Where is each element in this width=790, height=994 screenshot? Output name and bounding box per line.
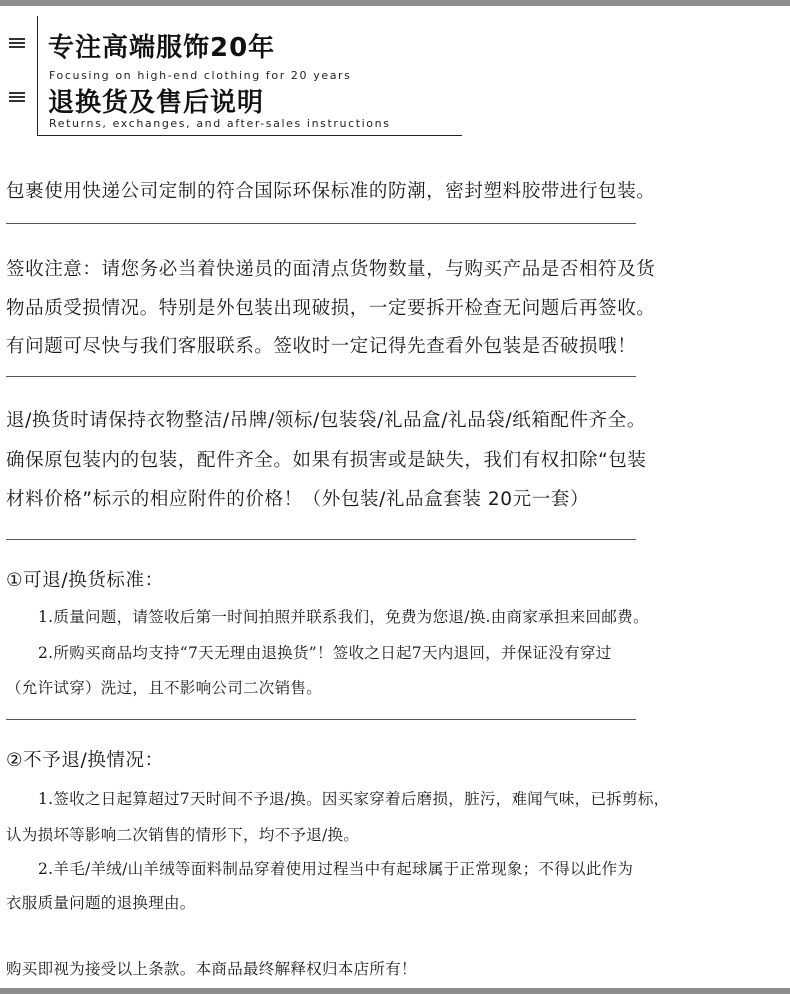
- page-title: 专注高端服饰20年: [48, 33, 276, 63]
- returnable-item-2-line2: （允许试穿）洗过，且不影响公司二次销售。: [6, 679, 323, 697]
- accessories-text-line2: 确保原包装内的包装，配件齐全。如果有损害或是缺失，我们有权扣除“包装: [6, 450, 647, 471]
- header-horizontal-rule: [37, 135, 462, 136]
- non-returnable-item-2-line2: 衣服质量问题的退换理由。: [6, 894, 196, 912]
- section-divider: [6, 719, 636, 720]
- non-returnable-heading: ②不予退/换情况：: [6, 750, 164, 771]
- bottom-border-bar: [0, 988, 790, 994]
- header-vertical-rule: [37, 16, 38, 136]
- page-subtitle: 退换货及售后说明: [48, 88, 265, 118]
- non-returnable-item-2-line1: 2.羊毛/羊绒/山羊绒等面料制品穿着使用过程当中有起球属于正常现象；不得以此作为: [38, 860, 634, 878]
- non-returnable-item-1-line1: 1.签收之日起算超过7天时间不予退/换。因买家穿着后磨损，脏污，难闻气味，已拆剪标，: [38, 790, 670, 808]
- accessories-text-line3: 材料价格”标示的相应附件的价格！（外包装/礼品盒套装 20元一套）: [6, 489, 590, 510]
- menu-lines-icon: [9, 38, 25, 48]
- menu-lines-icon: [9, 92, 25, 102]
- accessories-text-line1: 退/换货时请保持衣物整洁/吊牌/领标/包装袋/礼品盒/礼品袋/纸箱配件齐全。: [6, 410, 646, 431]
- terms-footer: 购买即视为接受以上条款。本商品最终解释权归本店所有！: [6, 960, 417, 978]
- signing-text-line2: 物品质受损情况。特别是外包装出现破损，一定要拆开检查无问题后再签收。: [6, 298, 656, 319]
- page-subtitle-english: Returns, exchanges, and after-sales instructions: [49, 117, 391, 130]
- header: [0, 6, 790, 136]
- returnable-heading: ①可退/换货标准：: [6, 570, 164, 591]
- section-divider: [6, 539, 636, 540]
- signing-text-line3: 有问题可尽快与我们客服联系。签收时一定记得先查看外包装是否破损哦！: [6, 336, 637, 357]
- section-divider: [6, 223, 636, 224]
- packaging-text: 包裹使用快递公司定制的符合国际环保标准的防潮，密封塑料胶带进行包装。: [6, 181, 656, 202]
- page-title-english: Focusing on high-end clothing for 20 years: [49, 69, 352, 82]
- returnable-item-2-line1: 2.所购买商品均支持“7天无理由退换货”！签收之日起7天内退回，并保证没有穿过: [38, 644, 612, 662]
- signing-text-line1: 签收注意：请您务必当着快递员的面清点货物数量，与购买产品是否相符及货: [6, 259, 656, 280]
- non-returnable-item-1-line2: 认为损坏等影响二次销售的情形下，均不予退/换。: [6, 826, 360, 844]
- returnable-item-1: 1.质量问题，请签收后第一时间拍照并联系我们，免费为您退/换.由商家承担来回邮费。: [38, 608, 649, 626]
- section-divider: [6, 376, 636, 377]
